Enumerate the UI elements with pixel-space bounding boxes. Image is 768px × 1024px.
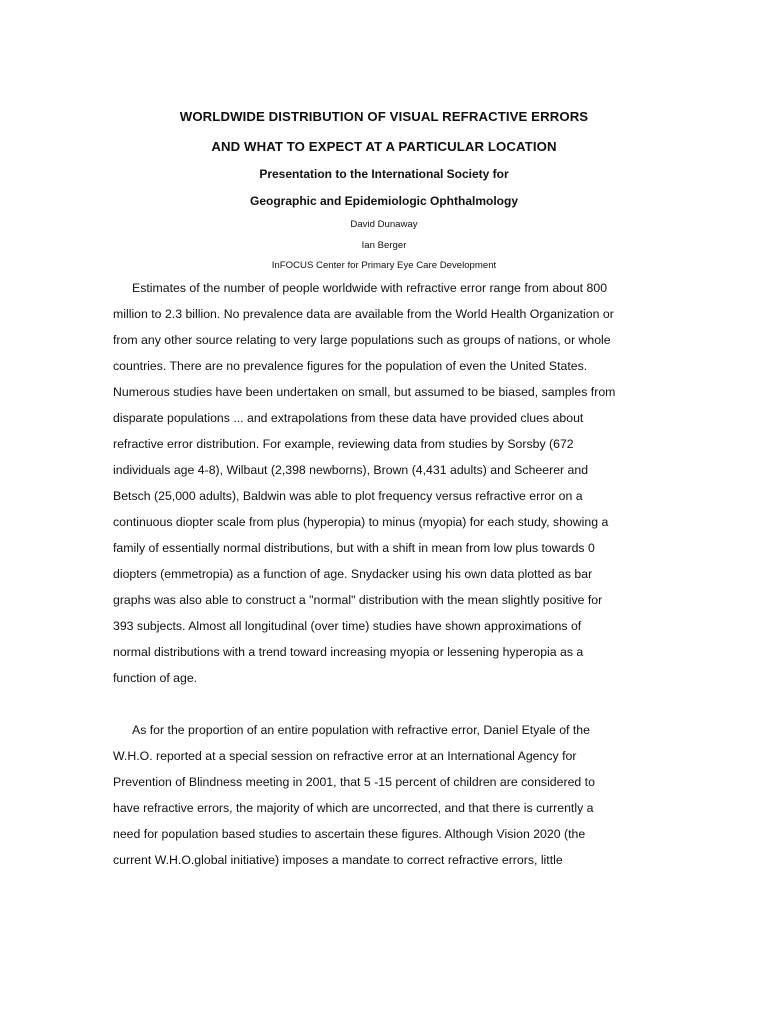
paragraph-line: disparate populations ... and extrapolations from these data have provided clues about <box>113 411 584 425</box>
document-subtitle-line-2: Geographic and Epidemiologic Ophthalmology <box>249 194 519 208</box>
paragraph-line: graphs was also able to construct a "normal" distribution with the mean slightly positive for <box>113 593 603 607</box>
author-affiliation: InFOCUS Center for Primary Eye Care Development <box>271 260 497 271</box>
paragraph-line: family of essentially normal distributions, but with a shift in mean from low plus towards 0 <box>113 541 595 555</box>
paragraph-line: Betsch (25,000 adults), Baldwin was able to plot frequency versus refractive error on a <box>113 489 583 503</box>
paragraph-line: million to 2.3 billion. No prevalence data are available from the World Health Organization or <box>113 307 614 321</box>
paragraph-line: function of age. <box>113 671 198 685</box>
document-title-line-2: AND WHAT TO EXPECT AT A PARTICULAR LOCATION <box>211 139 557 154</box>
paragraph-line: W.H.O. reported at a special session on refractive error at an International Agency for <box>113 749 577 763</box>
paragraph-line: normal distributions with a trend toward increasing myopia or lessening hyperopia as a <box>113 645 584 659</box>
paragraph-line: continuous diopter scale from plus (hyperopia) to minus (myopia) for each study, showing a <box>113 515 609 529</box>
paragraph-line: Estimates of the number of people worldwide with refractive error range from about 800 <box>132 281 608 295</box>
paragraph-line: current W.H.O.global initiative) imposes a mandate to correct refractive errors, little <box>113 853 563 867</box>
paragraph-line: have refractive errors, the majority of which are uncorrected, and that there is currently a <box>113 801 594 815</box>
paragraph-line: diopters (emmetropia) as a function of age. Snydacker using his own data plotted as bar <box>113 567 593 581</box>
paragraph-line: refractive error distribution. For example, reviewing data from studies by Sorsby (672 <box>113 437 574 451</box>
author-name-1: David Dunaway <box>350 219 418 230</box>
paragraph-1 <box>113 275 673 691</box>
document-subtitle-line-1: Presentation to the International Society for <box>259 167 509 181</box>
paragraph-line: Numerous studies have been undertaken on small, but assumed to be biased, samples from <box>113 385 616 399</box>
paragraph-line: 393 subjects. Almost all longitudinal (over time) studies have shown approximations of <box>113 619 582 633</box>
paragraph-line: Prevention of Blindness meeting in 2001, that 5 -15 percent of children are considered to <box>113 775 595 789</box>
paragraph-line: As for the proportion of an entire population with refractive error, Daniel Etyale of the <box>132 723 590 737</box>
document-title-line-1: WORLDWIDE DISTRIBUTION OF VISUAL REFRACTIVE ERRORS <box>179 109 589 124</box>
paragraph-line: countries. There are no prevalence figures for the population of even the United States. <box>113 359 588 373</box>
paragraph-line: individuals age 4-8), Wilbaut (2,398 newborns), Brown (4,431 adults) and Scheerer and <box>113 463 589 477</box>
paragraph-line: need for population based studies to ascertain these figures. Although Vision 2020 (the <box>113 827 586 841</box>
paragraph-line: from any other source relating to very large populations such as groups of nations, or whole <box>113 333 611 347</box>
author-name-2: Ian Berger <box>361 240 407 251</box>
paragraph-2 <box>113 717 673 873</box>
